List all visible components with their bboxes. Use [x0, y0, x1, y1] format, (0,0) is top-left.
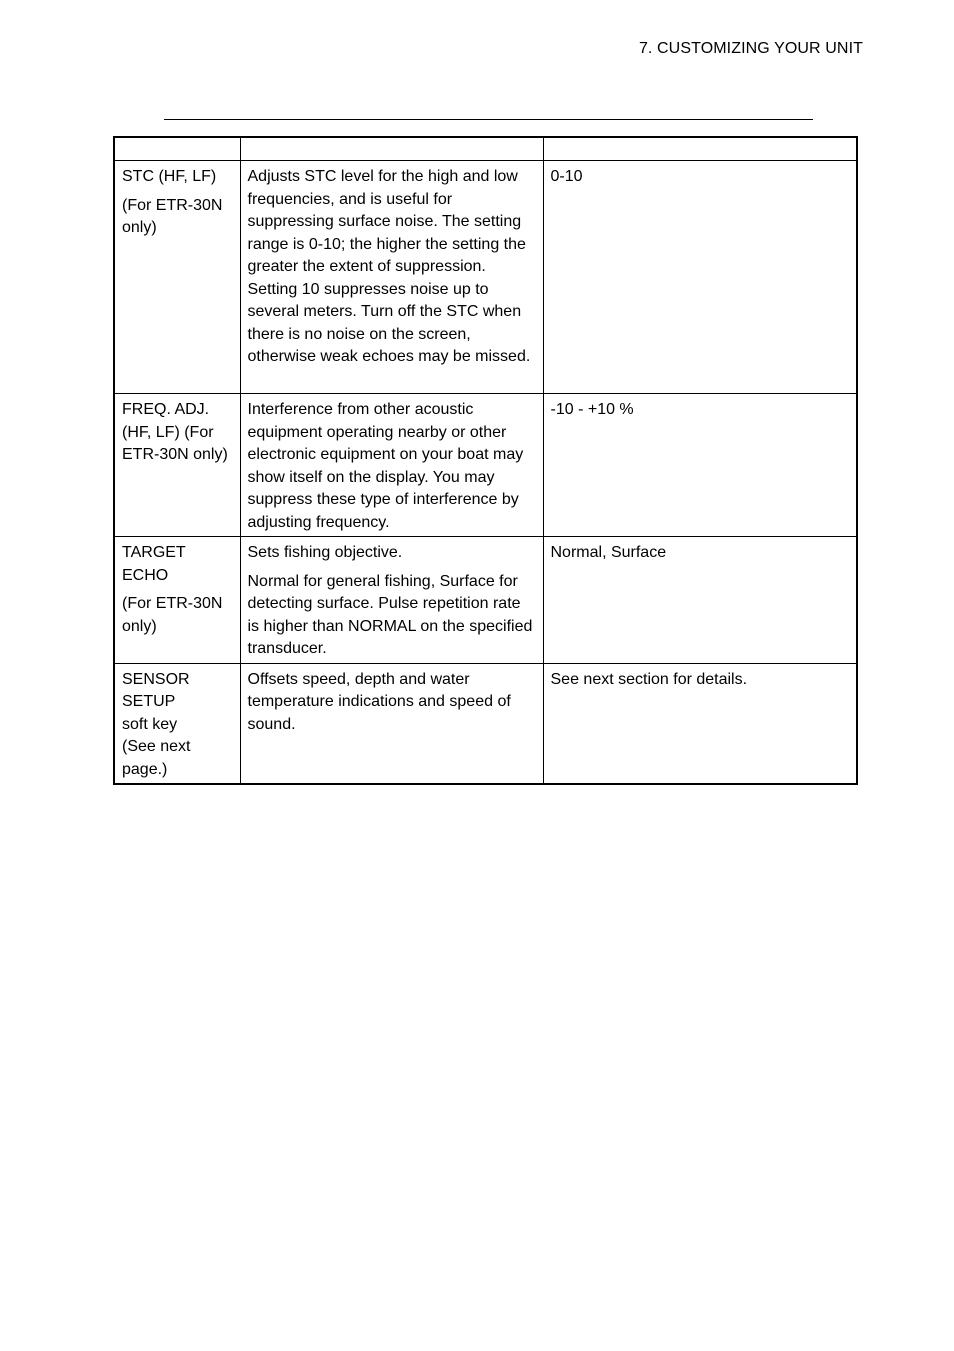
item-subtitle: soft key: [122, 715, 178, 733]
header-rule: [164, 119, 813, 120]
item-cell: [114, 537, 240, 664]
description-text: Adjusts STC level for the high and low frequencies, and is useful for suppressing surface noise. The setting range is 0-10; the higher the setting the greater the extent of suppression. Setting 10 suppresses noise up to several meters. Turn off the STC when there is no noise on the screen, otherwise weak echoes may be missed.: [247, 168, 531, 365]
item-cell: [114, 161, 240, 394]
table-header-row: [114, 137, 857, 161]
item-cell: [114, 663, 240, 784]
description-summary: Sets fishing objective.: [247, 544, 403, 561]
description-text: Interference from other acoustic equipment operating nearby or other electronic equipment on your boat may show itself on the display. You may suppress these type of interference by adjusting frequency.: [247, 401, 524, 531]
column-header-range: [543, 137, 857, 161]
item-note: (For ETR-30N only): [122, 196, 223, 236]
range-cell: -10 - +10 %: [543, 394, 857, 537]
item-note: (See next page.): [122, 738, 191, 778]
item-name: TARGET ECHO: [122, 544, 186, 584]
column-header-description: [240, 137, 543, 161]
range-cell: See next section for details.: [543, 663, 857, 784]
item-cell: [114, 394, 240, 537]
description-text: Normal for general fishing, Surface for detecting surface. Pulse repetition rate is higher than NORMAL on the specified transducer.: [247, 572, 533, 657]
range-cell: Normal, Surface: [543, 537, 857, 664]
item-name: FREQ. ADJ. (HF, LF) (For ETR-30N only): [122, 401, 228, 463]
column-header-item: [114, 137, 240, 161]
description-cell: [240, 663, 543, 784]
description-cell: [240, 394, 543, 537]
description-text: Offsets speed, depth and water temperature indications and speed of sound.: [247, 670, 511, 733]
description-cell: [240, 161, 543, 394]
range-cell: 0-10: [543, 161, 857, 394]
table-row-target-echo: [114, 537, 857, 664]
description-cell: [240, 537, 543, 664]
table-row-freq-adj: [114, 394, 857, 537]
settings-table: [113, 136, 858, 785]
item-name: STC (HF, LF): [122, 168, 217, 185]
table-row-stc: [114, 161, 857, 394]
running-header: 7. CUSTOMIZING YOUR UNIT: [638, 40, 863, 57]
item-name: SENSOR SETUP: [122, 670, 190, 710]
item-note: (For ETR-30N only): [122, 595, 223, 635]
table-row-sensor-setup: [114, 663, 857, 784]
